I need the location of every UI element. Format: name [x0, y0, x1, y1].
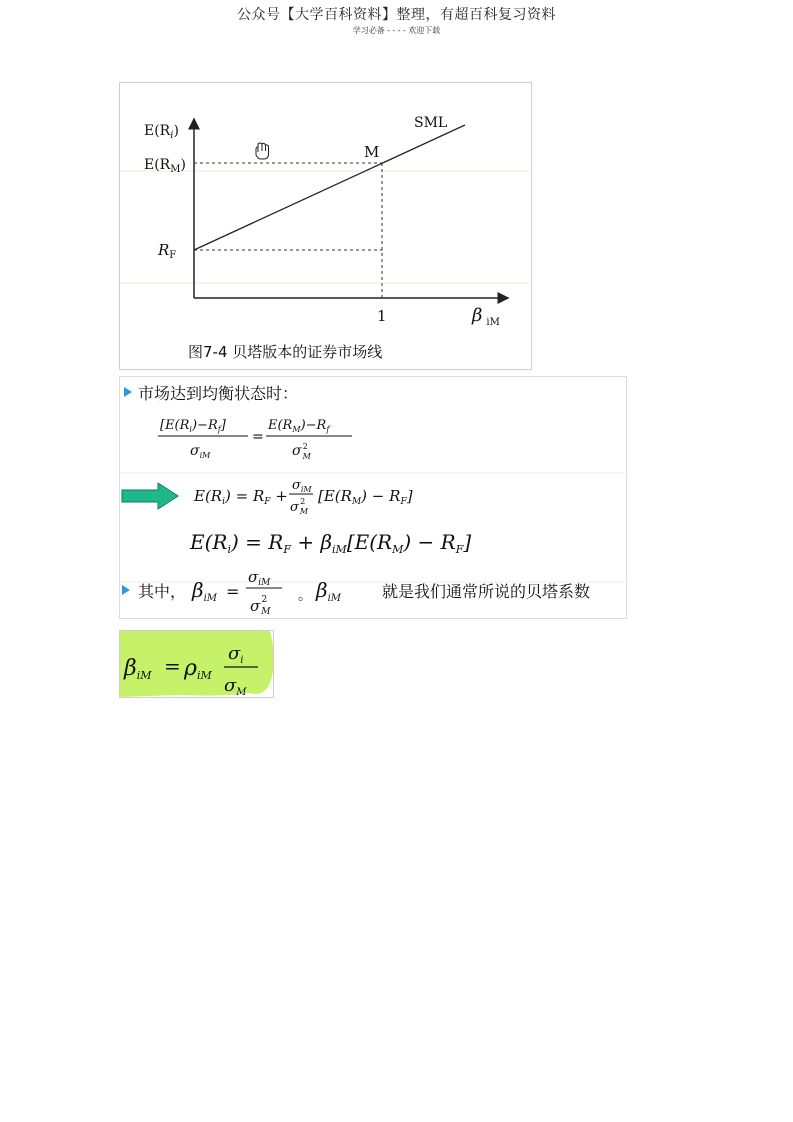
- svg-text:σM: $\sigma_M$: [224, 675, 247, 698]
- svg-text:[E(Ri)−Rf]: $[E(R_i)-R_f]$: [160, 418, 226, 434]
- svg-text:E(RM)−Rf: $E(R_M)-R_f$: [268, 418, 330, 434]
- svg-text:σi: $\sigma_i$: [228, 643, 244, 666]
- figure-caption: 图7-4 贝塔版本的证券市场线: [188, 343, 383, 361]
- y-axis-label: $E(R_i)$: [144, 123, 179, 141]
- period-mark: 。: [298, 588, 312, 604]
- svg-text:σM2: $\sigma_M2$: [292, 442, 311, 461]
- page-header-subtitle: 学习必备 - - - - 欢迎下载: [352, 26, 441, 35]
- beta-formula-badge: [119, 630, 274, 698]
- rf-label: $R_F$: [158, 241, 177, 261]
- svg-text:βiM: βiM: [124, 656, 152, 682]
- bullet-icon: [122, 585, 130, 595]
- right-arrow-icon: [122, 483, 178, 509]
- svg-text:σM2: $\sigma_M2$: [290, 497, 309, 516]
- x-tick-label: 1: [377, 307, 387, 325]
- svg-text:[E(RM) − RF]: $[E(R_M) - R_F]$: [318, 487, 413, 507]
- x-axis-label: β $_{iM}$: [472, 305, 500, 328]
- svg-text:E(Ri) = RF +: $E(R_i) = R_F$ +: [194, 487, 288, 507]
- equation-beta-definition: [191, 568, 342, 617]
- svg-text:=: =: [164, 654, 181, 678]
- beta-description: 就是我们通常所说的贝塔系数: [382, 582, 591, 601]
- svg-text:=: =: [252, 429, 264, 445]
- sml-diagram: [120, 83, 533, 371]
- svg-text:=: =: [226, 582, 240, 601]
- svg-text:ρiM: ρiM: [184, 656, 212, 682]
- hand-icon: [256, 143, 269, 159]
- equation-capm-sigma: [193, 478, 413, 516]
- where-text: 其中，: [138, 582, 187, 601]
- page-header-title: 公众号【大学百科资料】整理，有超百科复习资料: [237, 7, 556, 23]
- beta-formula-graphic: [120, 631, 274, 698]
- sml-label: SML: [414, 115, 448, 131]
- svg-text:σiM: $\sigma_{iM}$: [248, 568, 271, 588]
- equilibrium-equations: [119, 376, 627, 619]
- svg-text:σiM: $\sigma_{iM}$: [292, 478, 312, 494]
- sml-line: [194, 125, 465, 250]
- market-point-label: M: [364, 143, 380, 161]
- equation-capm-beta: [189, 530, 471, 556]
- svg-text:σM2: $\sigma_M2$: [250, 595, 271, 617]
- market-return-label: $E(R_M)$: [144, 157, 186, 175]
- svg-text:E(Ri) = RF + βiM[E(RM) − RF]: $E(R_i) = R_F + \beta_{iM}[E(R_M) - R_F]$: [190, 530, 472, 556]
- svg-text:βiM: $\beta_{iM}$: [192, 578, 217, 604]
- equilibrium-heading: 市场达到均衡状态时：: [138, 384, 299, 403]
- svg-text:σiM: $\sigma_{iM}$: [190, 443, 211, 460]
- svg-text:βiM: $\beta_{iM}$: [316, 578, 341, 604]
- equation-ratio: [158, 418, 352, 461]
- sml-figure: [119, 82, 532, 370]
